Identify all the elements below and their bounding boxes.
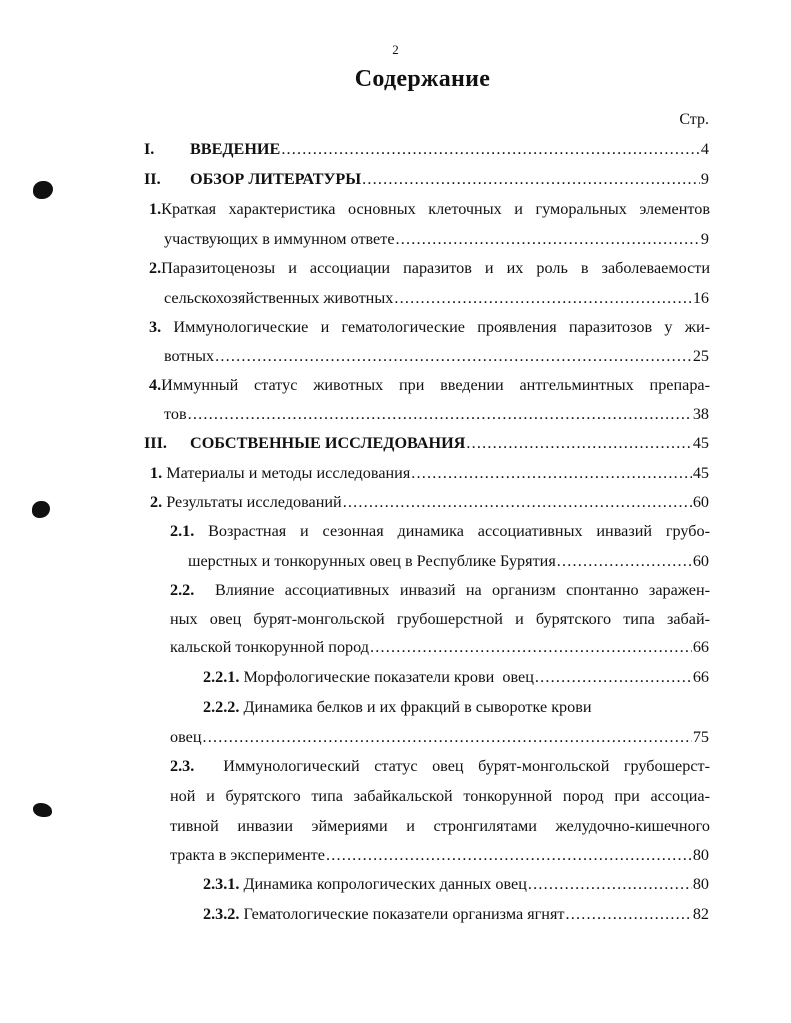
scan-spot-1 xyxy=(33,181,53,199)
toc-entry-title: Гематологические показатели организма ягнят xyxy=(239,905,565,923)
toc-entry-title-line2: ных овец бурят-монгольской грубошерстной и бурятского типа забай- xyxy=(170,610,710,628)
toc-leader-dots xyxy=(394,287,691,309)
toc-leader-dots xyxy=(281,138,700,160)
toc-entry-title-line1: Паразитоценозы и ассоциации паразитов и их роль в заболеваемости xyxy=(161,259,710,277)
toc-entry-protein-dynamics-cont[interactable] xyxy=(170,726,709,748)
toc-entry-title-line2: тов xyxy=(164,405,187,423)
toc-leader-dots xyxy=(362,168,700,190)
toc-entry-immunological-manifestations[interactable] xyxy=(149,316,710,338)
toc-leader-dots xyxy=(188,403,692,425)
toc-entry-page: 16 xyxy=(692,289,709,307)
toc-entry-materials-methods[interactable] xyxy=(150,462,709,484)
page-column-label: Стр. xyxy=(679,111,709,128)
toc-entry-title: Морфологические показатели крови овец xyxy=(239,668,534,686)
toc-entry-number: 2. xyxy=(150,493,163,511)
toc-entry-title: ВВЕДЕНИЕ xyxy=(190,140,281,158)
toc-entry-title-line2: участвующих в иммунном ответе xyxy=(164,230,395,248)
toc-entry-title-line4: тракта в эксперименте xyxy=(170,846,325,864)
toc-entry-title: Материалы и методы исследования xyxy=(162,464,411,482)
toc-entry-title-line1: Влияние ассоциативных инвазий на организм спонтанно заражен- xyxy=(194,581,710,599)
toc-entry-coprological-dynamics[interactable] xyxy=(203,873,709,895)
toc-entry-page: 45 xyxy=(692,434,709,452)
toc-leader-dots xyxy=(203,726,692,748)
toc-entry-blood-morphology[interactable] xyxy=(203,666,709,688)
toc-entry-page: 80 xyxy=(692,846,709,864)
toc-entry-number: 2.2.1. xyxy=(203,668,240,686)
toc-entry-number: 2. xyxy=(149,259,162,277)
toc-entry-title-line1: Возрастная и сезонная динамика ассоциативных инвазий грубо- xyxy=(194,522,710,540)
toc-leader-dots xyxy=(215,345,692,367)
toc-entry-parasitocenoses-cont[interactable] xyxy=(164,287,709,309)
toc-entry-immunological-status-line3 xyxy=(170,815,710,837)
toc-entry-number: II. xyxy=(144,170,161,188)
toc-leader-dots xyxy=(557,550,692,572)
toc-entry-title: Динамика копрологических данных овец xyxy=(239,875,527,893)
toc-entry-title-line3: кальской тонкорунной пород xyxy=(170,638,370,656)
toc-entry-number: 2.3.1. xyxy=(203,875,240,893)
toc-entry-title-line2: вотных xyxy=(164,347,215,365)
toc-entry-page: 60 xyxy=(692,552,709,570)
toc-entry-page: 9 xyxy=(700,170,709,188)
toc-leader-dots xyxy=(535,666,692,688)
toc-entry-page: 45 xyxy=(692,464,709,482)
toc-entry-hematological-indicators[interactable] xyxy=(203,903,709,925)
toc-entry-number: I. xyxy=(144,140,155,158)
toc-entry-immunological-status[interactable] xyxy=(170,755,710,777)
toc-entry-page: 60 xyxy=(692,493,709,511)
toc-leader-dots xyxy=(528,873,692,895)
scan-spot-2 xyxy=(32,501,50,518)
toc-entry-title-line1: Краткая характеристика основных клеточных и гуморальных элементов xyxy=(161,200,710,218)
toc-leader-dots xyxy=(370,636,692,658)
toc-entry-number: 1. xyxy=(149,200,162,218)
toc-entry-own-research[interactable] xyxy=(144,432,709,454)
toc-entry-number: 4. xyxy=(149,376,162,394)
scan-spot-3 xyxy=(33,803,52,817)
toc-entry-immune-status[interactable] xyxy=(149,374,710,396)
toc-entry-age-seasonal-dynamics-cont[interactable] xyxy=(188,550,709,572)
toc-entry-protein-dynamics[interactable] xyxy=(203,696,592,718)
toc-entry-cell-characteristics-cont[interactable] xyxy=(164,228,709,250)
toc-entry-immunological-status-line2 xyxy=(170,785,710,807)
toc-entry-invasion-influence-line2 xyxy=(170,608,710,630)
toc-entry-results[interactable] xyxy=(150,491,709,513)
toc-leader-dots xyxy=(411,462,692,484)
toc-entry-immune-status-cont[interactable] xyxy=(164,403,709,425)
toc-entry-page: 4 xyxy=(700,140,709,158)
toc-entry-title-line1: Динамика белков и их фракций в сыворотке крови xyxy=(239,698,592,716)
toc-leader-dots xyxy=(396,228,700,250)
toc-entry-number: 2.3.2. xyxy=(203,905,240,923)
toc-entry-title: Результаты исследований xyxy=(162,493,342,511)
toc-entry-title-line2: ной и бурятского типа забайкальской тонкорунной пород при ассоциа- xyxy=(170,787,710,805)
toc-entry-title-line1: Иммунный статус животных при введении антгельминтных препара- xyxy=(161,376,710,394)
toc-leader-dots xyxy=(466,432,691,454)
toc-entry-immunological-manifestations-cont[interactable] xyxy=(164,345,709,367)
toc-leader-dots xyxy=(565,903,691,925)
toc-entry-page: 25 xyxy=(692,347,709,365)
toc-entry-title-line2: шерстных и тонкорунных овец в Республике Бурятия xyxy=(188,552,556,570)
toc-entry-number: 2.3. xyxy=(170,757,195,775)
toc-entry-number: 3. xyxy=(149,318,162,336)
toc-entry-number: 2.1. xyxy=(170,522,195,540)
toc-leader-dots xyxy=(343,491,692,513)
toc-entry-title: ОБЗОР ЛИТЕРАТУРЫ xyxy=(190,170,362,188)
toc-entry-parasitocenoses[interactable] xyxy=(149,257,710,279)
toc-entry-title-line2: овец xyxy=(170,728,202,746)
toc-entry-title-line1: Иммунологический статус овец бурят-монгольской грубошерст- xyxy=(194,757,710,775)
toc-entry-number: 1. xyxy=(150,464,163,482)
toc-entry-invasion-influence-cont[interactable] xyxy=(170,636,709,658)
toc-entry-cell-characteristics[interactable] xyxy=(149,198,710,220)
toc-entry-number: 2.2.2. xyxy=(203,698,240,716)
toc-entry-title-line2: сельскохозяйственных животных xyxy=(164,289,394,307)
toc-entry-invasion-influence[interactable] xyxy=(170,579,710,601)
toc-entry-title-line3: тивной инвазии эймериями и стронгилятами желудочно-кишечного xyxy=(170,817,710,835)
toc-leader-dots xyxy=(326,844,692,866)
page-number: 2 xyxy=(392,42,399,57)
toc-entry-literature-review[interactable] xyxy=(144,168,709,190)
toc-entry-page: 38 xyxy=(692,405,709,423)
toc-entry-page: 66 xyxy=(692,668,709,686)
page-title: Содержание xyxy=(354,66,491,92)
toc-entry-number: 2.2. xyxy=(170,581,195,599)
toc-entry-page: 9 xyxy=(700,230,709,248)
toc-entry-page: 80 xyxy=(692,875,709,893)
toc-entry-title: СОБСТВЕННЫЕ ИССЛЕДОВАНИЯ xyxy=(190,434,466,452)
toc-entry-page: 75 xyxy=(692,728,709,746)
toc-entry-immunological-status-cont[interactable] xyxy=(170,844,709,866)
toc-entry-page: 66 xyxy=(692,638,709,656)
toc-entry-introduction[interactable] xyxy=(144,138,709,160)
toc-entry-number: III. xyxy=(144,434,167,452)
toc-entry-page: 82 xyxy=(692,905,709,923)
toc-entry-title-line1: Иммунологические и гематологические проявления паразитозов у жи- xyxy=(161,318,710,336)
toc-entry-age-seasonal-dynamics[interactable] xyxy=(170,520,710,542)
